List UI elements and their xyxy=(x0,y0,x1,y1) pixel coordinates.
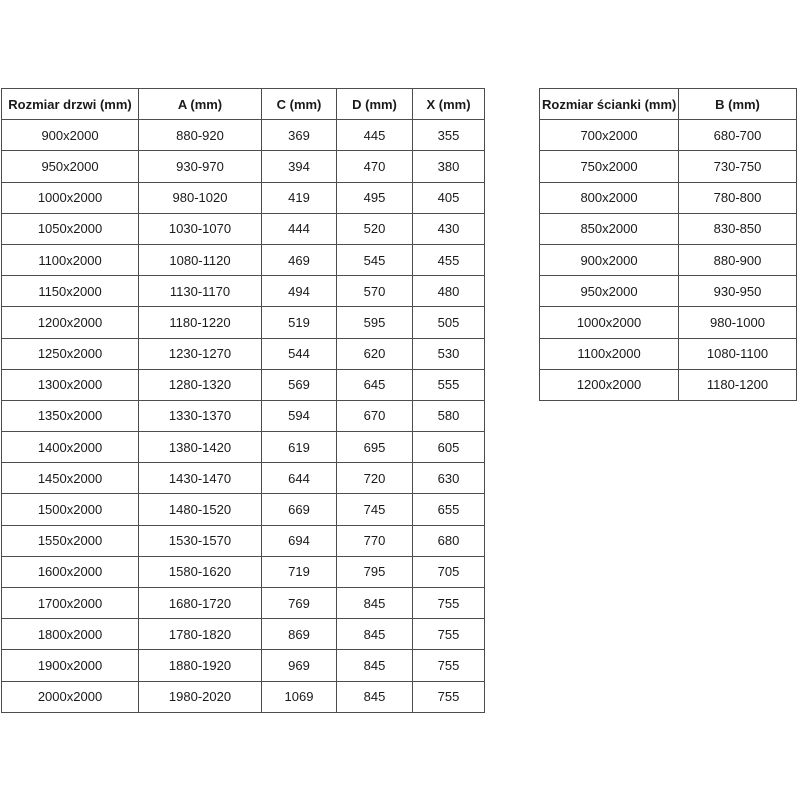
table-cell: 1180-1220 xyxy=(139,307,262,338)
door-size-table xyxy=(1,88,485,713)
table-cell: 1700x2000 xyxy=(2,588,139,619)
wall-table-header-row xyxy=(540,89,797,120)
table-cell: 1180-1200 xyxy=(679,369,797,400)
wall-size-table xyxy=(539,88,797,401)
header-dim-c: C (mm) xyxy=(262,89,337,120)
table-cell: 700x2000 xyxy=(540,120,679,151)
table-row xyxy=(2,307,485,338)
table-cell: 445 xyxy=(337,120,413,151)
table-cell: 980-1000 xyxy=(679,307,797,338)
table-cell: 1000x2000 xyxy=(540,307,679,338)
table-cell: 755 xyxy=(413,681,485,712)
table-cell: 750x2000 xyxy=(540,151,679,182)
door-table-header-row xyxy=(2,89,485,120)
table-cell: 1880-1920 xyxy=(139,650,262,681)
table-cell: 455 xyxy=(413,244,485,275)
wall-table-body xyxy=(540,120,797,401)
table-row xyxy=(540,120,797,151)
table-cell: 570 xyxy=(337,276,413,307)
table-cell: 1330-1370 xyxy=(139,400,262,431)
table-cell: 1069 xyxy=(262,681,337,712)
table-cell: 1080-1120 xyxy=(139,244,262,275)
table-row xyxy=(2,338,485,369)
table-cell: 845 xyxy=(337,681,413,712)
table-cell: 730-750 xyxy=(679,151,797,182)
table-cell: 355 xyxy=(413,120,485,151)
table-cell: 769 xyxy=(262,588,337,619)
table-cell: 569 xyxy=(262,369,337,400)
table-row xyxy=(540,151,797,182)
table-row xyxy=(2,369,485,400)
table-cell: 1280-1320 xyxy=(139,369,262,400)
table-cell: 444 xyxy=(262,213,337,244)
table-row xyxy=(540,369,797,400)
header-dim-a: A (mm) xyxy=(139,89,262,120)
table-cell: 755 xyxy=(413,588,485,619)
table-cell: 1550x2000 xyxy=(2,525,139,556)
table-cell: 1780-1820 xyxy=(139,619,262,650)
table-cell: 430 xyxy=(413,213,485,244)
table-cell: 969 xyxy=(262,650,337,681)
table-row xyxy=(2,650,485,681)
table-cell: 680-700 xyxy=(679,120,797,151)
table-cell: 670 xyxy=(337,400,413,431)
header-door-size: Rozmiar drzwi (mm) xyxy=(2,89,139,120)
table-cell: 1200x2000 xyxy=(540,369,679,400)
table-row xyxy=(2,556,485,587)
table-cell: 1200x2000 xyxy=(2,307,139,338)
table-cell: 620 xyxy=(337,338,413,369)
table-cell: 1230-1270 xyxy=(139,338,262,369)
table-cell: 755 xyxy=(413,619,485,650)
table-cell: 1030-1070 xyxy=(139,213,262,244)
table-cell: 980-1020 xyxy=(139,182,262,213)
header-dim-d: D (mm) xyxy=(337,89,413,120)
table-row xyxy=(2,494,485,525)
table-cell: 1150x2000 xyxy=(2,276,139,307)
table-row xyxy=(2,463,485,494)
table-cell: 755 xyxy=(413,650,485,681)
table-cell: 419 xyxy=(262,182,337,213)
table-row xyxy=(2,244,485,275)
header-dim-b: B (mm) xyxy=(679,89,797,120)
table-cell: 369 xyxy=(262,120,337,151)
table-cell: 480 xyxy=(413,276,485,307)
table-cell: 655 xyxy=(413,494,485,525)
table-cell: 680 xyxy=(413,525,485,556)
table-cell: 580 xyxy=(413,400,485,431)
door-table-body xyxy=(2,120,485,713)
table-row xyxy=(540,213,797,244)
table-cell: 950x2000 xyxy=(2,151,139,182)
table-cell: 494 xyxy=(262,276,337,307)
table-cell: 1080-1100 xyxy=(679,338,797,369)
table-cell: 880-920 xyxy=(139,120,262,151)
table-cell: 545 xyxy=(337,244,413,275)
table-cell: 594 xyxy=(262,400,337,431)
header-wall-size: Rozmiar ścianki (mm) xyxy=(540,89,679,120)
table-row xyxy=(2,588,485,619)
table-cell: 1300x2000 xyxy=(2,369,139,400)
table-cell: 694 xyxy=(262,525,337,556)
table-cell: 1100x2000 xyxy=(2,244,139,275)
table-row xyxy=(540,276,797,307)
table-cell: 1480-1520 xyxy=(139,494,262,525)
table-cell: 1250x2000 xyxy=(2,338,139,369)
table-row xyxy=(2,213,485,244)
table-cell: 595 xyxy=(337,307,413,338)
table-row xyxy=(540,338,797,369)
table-cell: 1350x2000 xyxy=(2,400,139,431)
table-cell: 1430-1470 xyxy=(139,463,262,494)
table-row xyxy=(2,182,485,213)
table-cell: 505 xyxy=(413,307,485,338)
table-cell: 869 xyxy=(262,619,337,650)
table-cell: 800x2000 xyxy=(540,182,679,213)
table-cell: 470 xyxy=(337,151,413,182)
table-row xyxy=(2,400,485,431)
table-row xyxy=(2,619,485,650)
table-cell: 1900x2000 xyxy=(2,650,139,681)
table-row xyxy=(540,244,797,275)
table-cell: 1100x2000 xyxy=(540,338,679,369)
table-cell: 405 xyxy=(413,182,485,213)
table-cell: 930-950 xyxy=(679,276,797,307)
table-cell: 1980-2020 xyxy=(139,681,262,712)
table-cell: 1450x2000 xyxy=(2,463,139,494)
table-cell: 845 xyxy=(337,650,413,681)
table-cell: 705 xyxy=(413,556,485,587)
table-cell: 950x2000 xyxy=(540,276,679,307)
table-cell: 745 xyxy=(337,494,413,525)
table-cell: 544 xyxy=(262,338,337,369)
table-cell: 1500x2000 xyxy=(2,494,139,525)
table-cell: 930-970 xyxy=(139,151,262,182)
table-row xyxy=(2,432,485,463)
table-cell: 1130-1170 xyxy=(139,276,262,307)
table-cell: 1600x2000 xyxy=(2,556,139,587)
table-cell: 850x2000 xyxy=(540,213,679,244)
table-cell: 1400x2000 xyxy=(2,432,139,463)
table-cell: 2000x2000 xyxy=(2,681,139,712)
table-row xyxy=(540,182,797,213)
table-cell: 469 xyxy=(262,244,337,275)
table-cell: 605 xyxy=(413,432,485,463)
table-row xyxy=(2,525,485,556)
table-cell: 719 xyxy=(262,556,337,587)
table-cell: 795 xyxy=(337,556,413,587)
table-cell: 900x2000 xyxy=(540,244,679,275)
table-cell: 555 xyxy=(413,369,485,400)
table-cell: 619 xyxy=(262,432,337,463)
table-cell: 1380-1420 xyxy=(139,432,262,463)
table-cell: 519 xyxy=(262,307,337,338)
table-cell: 900x2000 xyxy=(2,120,139,151)
table-cell: 845 xyxy=(337,619,413,650)
table-cell: 845 xyxy=(337,588,413,619)
table-cell: 770 xyxy=(337,525,413,556)
table-cell: 830-850 xyxy=(679,213,797,244)
table-cell: 495 xyxy=(337,182,413,213)
table-cell: 644 xyxy=(262,463,337,494)
table-cell: 1530-1570 xyxy=(139,525,262,556)
table-cell: 880-900 xyxy=(679,244,797,275)
table-cell: 1000x2000 xyxy=(2,182,139,213)
table-row xyxy=(2,151,485,182)
table-cell: 530 xyxy=(413,338,485,369)
table-row xyxy=(2,120,485,151)
table-cell: 1050x2000 xyxy=(2,213,139,244)
table-cell: 645 xyxy=(337,369,413,400)
table-cell: 630 xyxy=(413,463,485,494)
table-row xyxy=(2,276,485,307)
table-cell: 380 xyxy=(413,151,485,182)
table-cell: 1800x2000 xyxy=(2,619,139,650)
table-row xyxy=(540,307,797,338)
table-cell: 669 xyxy=(262,494,337,525)
table-cell: 695 xyxy=(337,432,413,463)
table-cell: 1580-1620 xyxy=(139,556,262,587)
table-cell: 1680-1720 xyxy=(139,588,262,619)
table-cell: 394 xyxy=(262,151,337,182)
table-cell: 520 xyxy=(337,213,413,244)
table-cell: 720 xyxy=(337,463,413,494)
table-cell: 780-800 xyxy=(679,182,797,213)
header-dim-x: X (mm) xyxy=(413,89,485,120)
table-row xyxy=(2,681,485,712)
